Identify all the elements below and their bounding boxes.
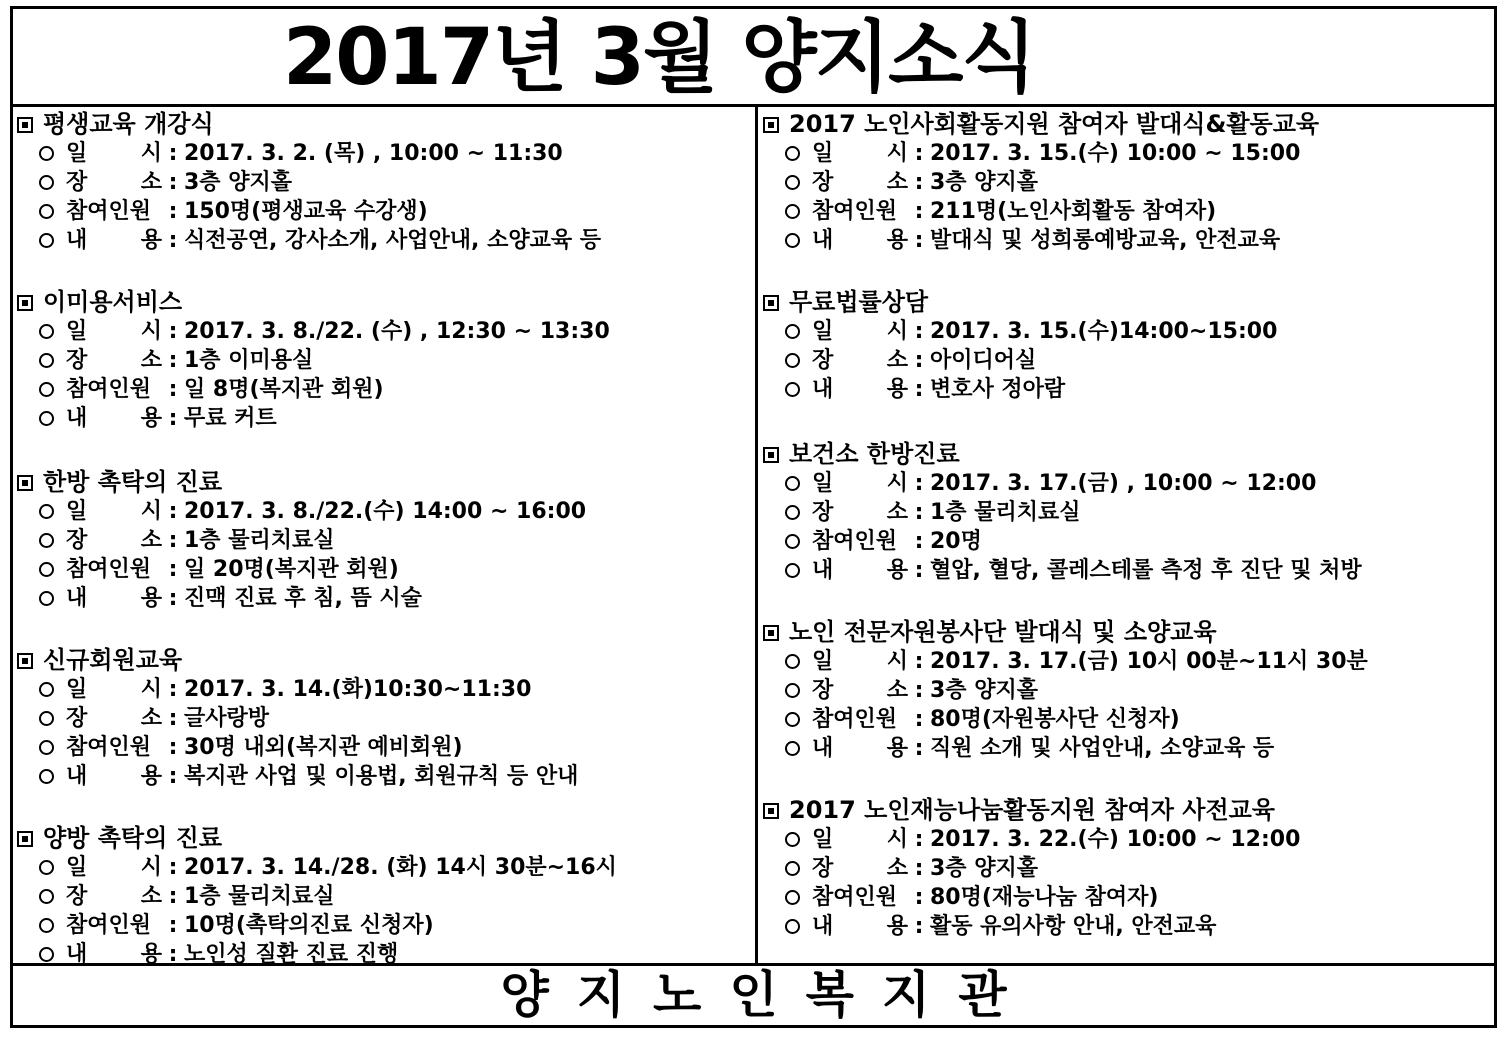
event-detail-row xyxy=(17,733,751,762)
detail-colon: : xyxy=(168,557,178,582)
detail-label: 참여인원 xyxy=(66,199,152,224)
circle-bullet-icon xyxy=(785,382,800,397)
detail-label: 장 소 xyxy=(812,170,908,195)
circle-bullet-icon xyxy=(39,382,54,397)
circle-bullet-icon xyxy=(785,146,800,161)
detail-value: 10명(촉탁의진료 신청자) xyxy=(184,913,434,938)
footer-bar xyxy=(13,963,1494,1025)
circle-bullet-icon xyxy=(39,533,54,548)
event-heading xyxy=(17,646,751,675)
event-detail-row xyxy=(17,375,751,404)
circle-bullet-icon xyxy=(785,534,800,549)
detail-colon: : xyxy=(914,199,924,224)
detail-colon: : xyxy=(168,348,178,373)
square-bullet-icon xyxy=(17,653,33,669)
detail-label: 내 용 xyxy=(812,228,908,253)
detail-colon: : xyxy=(168,141,178,166)
event-detail-row xyxy=(17,404,751,433)
event-detail-row xyxy=(17,584,751,613)
event-detail-row xyxy=(763,375,1493,404)
detail-label: 내 용 xyxy=(812,377,908,402)
square-bullet-icon xyxy=(17,117,33,133)
detail-label: 참여인원 xyxy=(66,913,152,938)
event-heading-text: 한방 촉탁의 진료 xyxy=(43,468,222,496)
detail-value: 2017. 3. 22.(수) 10:00 ~ 12:00 xyxy=(930,827,1301,852)
event-section xyxy=(763,440,1493,585)
event-detail-row xyxy=(17,317,751,346)
detail-value: 2017. 3. 14./28. (화) 14시 30분~16시 xyxy=(184,855,617,880)
circle-bullet-icon xyxy=(785,233,800,248)
detail-label: 참여인원 xyxy=(66,377,152,402)
detail-label: 일 시 xyxy=(812,827,908,852)
detail-colon: : xyxy=(914,228,924,253)
detail-label: 참여인원 xyxy=(812,885,898,910)
circle-bullet-icon xyxy=(785,324,800,339)
square-bullet-icon xyxy=(763,447,779,463)
detail-label: 장 소 xyxy=(66,170,162,195)
detail-value: 2017. 3. 8./22. (수) , 12:30 ~ 13:30 xyxy=(184,319,610,344)
circle-bullet-icon xyxy=(39,411,54,426)
detail-label: 참여인원 xyxy=(812,199,898,224)
detail-value: 1층 물리치료실 xyxy=(184,528,335,553)
circle-bullet-icon xyxy=(39,324,54,339)
detail-label: 내 용 xyxy=(66,406,162,431)
detail-value: 2017. 3. 8./22.(수) 14:00 ~ 16:00 xyxy=(184,499,587,524)
detail-label: 일 시 xyxy=(66,499,162,524)
circle-bullet-icon xyxy=(39,591,54,606)
event-heading-text: 신규회원교육 xyxy=(43,646,183,674)
detail-label: 참여인원 xyxy=(66,735,152,760)
circle-bullet-icon xyxy=(785,683,800,698)
circle-bullet-icon xyxy=(39,233,54,248)
event-section xyxy=(763,110,1493,255)
detail-value: 2017. 3. 15.(수)14:00~15:00 xyxy=(930,319,1278,344)
detail-label: 장 소 xyxy=(66,706,162,731)
event-detail-row xyxy=(763,168,1493,197)
detail-label: 일 시 xyxy=(66,319,162,344)
detail-colon: : xyxy=(168,528,178,553)
event-heading xyxy=(17,110,751,139)
circle-bullet-icon xyxy=(785,861,800,876)
detail-value: 직원 소개 및 사업안내, 소양교육 등 xyxy=(930,736,1275,761)
event-detail-row xyxy=(17,168,751,197)
detail-value: 211명(노인사회활동 참여자) xyxy=(930,199,1217,224)
event-heading-text: 양방 촉탁의 진료 xyxy=(43,824,222,852)
detail-colon: : xyxy=(914,558,924,583)
circle-bullet-icon xyxy=(39,562,54,577)
event-detail-row xyxy=(17,346,751,375)
detail-label: 일 시 xyxy=(812,649,908,674)
detail-value: 80명(자원봉사단 신청자) xyxy=(930,707,1180,732)
event-detail-row xyxy=(17,197,751,226)
event-detail-row xyxy=(763,346,1493,375)
circle-bullet-icon xyxy=(785,505,800,520)
detail-colon: : xyxy=(914,707,924,732)
detail-value: 3층 양지홀 xyxy=(184,170,292,195)
detail-label: 일 시 xyxy=(66,855,162,880)
detail-colon: : xyxy=(168,377,178,402)
circle-bullet-icon xyxy=(785,654,800,669)
square-bullet-icon xyxy=(17,475,33,491)
event-detail-row xyxy=(17,853,751,882)
circle-bullet-icon xyxy=(785,919,800,934)
detail-label: 내 용 xyxy=(812,558,908,583)
detail-value: 진맥 진료 후 침, 뜸 시술 xyxy=(184,586,422,611)
detail-label: 일 시 xyxy=(66,141,162,166)
square-bullet-icon xyxy=(763,625,779,641)
event-detail-row xyxy=(763,676,1493,705)
detail-label: 일 시 xyxy=(66,677,162,702)
detail-colon: : xyxy=(914,500,924,525)
detail-colon: : xyxy=(168,913,178,938)
detail-value: 1층 물리치료실 xyxy=(930,500,1081,525)
event-detail-row xyxy=(763,854,1493,883)
event-detail-row xyxy=(17,675,751,704)
event-detail-row xyxy=(763,705,1493,734)
circle-bullet-icon xyxy=(39,353,54,368)
detail-label: 내 용 xyxy=(812,914,908,939)
detail-label: 장 소 xyxy=(812,348,908,373)
detail-label: 장 소 xyxy=(812,500,908,525)
event-detail-row xyxy=(17,882,751,911)
event-detail-row xyxy=(763,317,1493,346)
detail-colon: : xyxy=(168,764,178,789)
detail-value: 2017. 3. 17.(금) 10시 00분~11시 30분 xyxy=(930,649,1368,674)
detail-label: 장 소 xyxy=(812,856,908,881)
event-detail-row xyxy=(763,139,1493,168)
circle-bullet-icon xyxy=(785,476,800,491)
circle-bullet-icon xyxy=(785,832,800,847)
detail-value: 혈압, 혈당, 콜레스테롤 측정 후 진단 및 처방 xyxy=(930,558,1362,583)
detail-value: 3층 양지홀 xyxy=(930,678,1038,703)
detail-value: 변호사 정아람 xyxy=(930,377,1066,402)
circle-bullet-icon xyxy=(39,175,54,190)
detail-label: 내 용 xyxy=(66,942,162,967)
event-detail-row xyxy=(763,226,1493,255)
event-detail-row xyxy=(17,762,751,791)
detail-value: 발대식 및 성희롱예방교육, 안전교육 xyxy=(930,228,1281,253)
detail-colon: : xyxy=(168,884,178,909)
detail-colon: : xyxy=(914,348,924,373)
detail-value: 3층 양지홀 xyxy=(930,170,1038,195)
circle-bullet-icon xyxy=(785,204,800,219)
event-heading xyxy=(17,824,751,853)
event-detail-row xyxy=(763,883,1493,912)
detail-colon: : xyxy=(914,678,924,703)
detail-colon: : xyxy=(168,319,178,344)
detail-colon: : xyxy=(914,736,924,761)
event-detail-row xyxy=(17,139,751,168)
detail-colon: : xyxy=(168,942,178,967)
event-heading-text: 2017 노인재능나눔활동지원 참여자 사전교육 xyxy=(789,796,1275,824)
detail-label: 일 시 xyxy=(812,319,908,344)
event-heading xyxy=(17,468,751,497)
detail-value: 아이디어실 xyxy=(930,348,1037,373)
detail-colon: : xyxy=(168,586,178,611)
event-heading-text: 이미용서비스 xyxy=(43,288,183,316)
detail-value: 글사랑방 xyxy=(184,706,270,731)
column-divider xyxy=(755,107,758,966)
circle-bullet-icon xyxy=(785,353,800,368)
detail-colon: : xyxy=(168,170,178,195)
event-detail-row xyxy=(17,497,751,526)
event-section xyxy=(17,646,751,791)
detail-value: 1층 물리치료실 xyxy=(184,884,335,909)
detail-value: 무료 커트 xyxy=(184,406,277,431)
detail-label: 장 소 xyxy=(812,678,908,703)
detail-colon: : xyxy=(914,649,924,674)
detail-value: 150명(평생교육 수강생) xyxy=(184,199,428,224)
circle-bullet-icon xyxy=(39,204,54,219)
circle-bullet-icon xyxy=(785,741,800,756)
footer-organization: 양지노인복지관 xyxy=(500,966,1035,1024)
detail-colon: : xyxy=(914,377,924,402)
detail-label: 내 용 xyxy=(66,764,162,789)
event-detail-row xyxy=(763,556,1493,585)
square-bullet-icon xyxy=(17,831,33,847)
event-section xyxy=(17,824,751,969)
circle-bullet-icon xyxy=(785,890,800,905)
event-heading xyxy=(763,618,1493,647)
event-detail-row xyxy=(763,912,1493,941)
event-heading xyxy=(763,110,1493,139)
detail-colon: : xyxy=(914,827,924,852)
detail-value: 2017. 3. 17.(금) , 10:00 ~ 12:00 xyxy=(930,471,1317,496)
detail-value: 2017. 3. 2. (목) , 10:00 ~ 11:30 xyxy=(184,141,563,166)
event-heading-text: 2017 노인사회활동지원 참여자 발대식&활동교육 xyxy=(789,110,1320,138)
event-detail-row xyxy=(763,647,1493,676)
circle-bullet-icon xyxy=(785,175,800,190)
detail-value: 일 20명(복지관 회원) xyxy=(184,557,399,582)
detail-value: 2017. 3. 15.(수) 10:00 ~ 15:00 xyxy=(930,141,1301,166)
event-heading xyxy=(17,288,751,317)
detail-label: 내 용 xyxy=(66,228,162,253)
detail-value: 80명(재능나눔 참여자) xyxy=(930,885,1159,910)
event-detail-row xyxy=(17,704,751,733)
detail-colon: : xyxy=(168,855,178,880)
circle-bullet-icon xyxy=(39,860,54,875)
detail-label: 일 시 xyxy=(812,471,908,496)
detail-colon: : xyxy=(914,471,924,496)
circle-bullet-icon xyxy=(39,711,54,726)
title-bar xyxy=(13,9,1494,107)
event-detail-row xyxy=(763,197,1493,226)
event-detail-row xyxy=(17,555,751,584)
detail-value: 20명 xyxy=(930,529,982,554)
event-heading xyxy=(763,288,1493,317)
detail-label: 참여인원 xyxy=(812,529,898,554)
event-section xyxy=(763,288,1493,404)
event-detail-row xyxy=(763,527,1493,556)
circle-bullet-icon xyxy=(785,563,800,578)
detail-value: 노인성 질환 진료 진행 xyxy=(184,942,399,967)
detail-colon: : xyxy=(914,141,924,166)
event-detail-row xyxy=(17,911,751,940)
event-section xyxy=(17,110,751,255)
detail-colon: : xyxy=(914,319,924,344)
detail-value: 일 8명(복지관 회원) xyxy=(184,377,384,402)
detail-colon: : xyxy=(168,406,178,431)
detail-value: 3층 양지홀 xyxy=(930,856,1038,881)
detail-value: 복지관 사업 및 이용법, 회원규칙 등 안내 xyxy=(184,764,579,789)
event-detail-row xyxy=(763,734,1493,763)
detail-colon: : xyxy=(914,856,924,881)
detail-value: 30명 내외(복지관 예비회원) xyxy=(184,735,463,760)
detail-value: 식전공연, 강사소개, 사업안내, 소양교육 등 xyxy=(184,228,601,253)
square-bullet-icon xyxy=(763,117,779,133)
square-bullet-icon xyxy=(763,803,779,819)
circle-bullet-icon xyxy=(39,918,54,933)
circle-bullet-icon xyxy=(785,712,800,727)
detail-label: 장 소 xyxy=(66,528,162,553)
detail-colon: : xyxy=(914,170,924,195)
circle-bullet-icon xyxy=(39,769,54,784)
newsletter-frame xyxy=(10,6,1497,1028)
detail-label: 장 소 xyxy=(66,348,162,373)
circle-bullet-icon xyxy=(39,146,54,161)
detail-colon: : xyxy=(168,706,178,731)
page-title: 2017년 3월 양지소식 xyxy=(283,13,1035,103)
event-heading-text: 노인 전문자원봉사단 발대식 및 소양교육 xyxy=(789,618,1217,646)
circle-bullet-icon xyxy=(39,682,54,697)
detail-label: 참여인원 xyxy=(812,707,898,732)
detail-colon: : xyxy=(168,499,178,524)
detail-label: 장 소 xyxy=(66,884,162,909)
event-detail-row xyxy=(763,498,1493,527)
detail-label: 일 시 xyxy=(812,141,908,166)
event-heading-text: 무료법률상담 xyxy=(789,288,929,316)
detail-colon: : xyxy=(914,914,924,939)
circle-bullet-icon xyxy=(39,889,54,904)
event-heading xyxy=(763,796,1493,825)
event-detail-row xyxy=(763,825,1493,854)
event-section xyxy=(763,796,1493,941)
circle-bullet-icon xyxy=(39,947,54,962)
event-section xyxy=(17,288,751,433)
circle-bullet-icon xyxy=(39,740,54,755)
event-section xyxy=(17,468,751,613)
detail-value: 2017. 3. 14.(화)10:30~11:30 xyxy=(184,677,532,702)
detail-label: 내 용 xyxy=(812,736,908,761)
event-detail-row xyxy=(763,469,1493,498)
detail-label: 내 용 xyxy=(66,586,162,611)
event-heading-text: 평생교육 개강식 xyxy=(43,110,214,138)
event-detail-row xyxy=(17,226,751,255)
detail-label: 참여인원 xyxy=(66,557,152,582)
detail-value: 1층 이미용실 xyxy=(184,348,314,373)
event-heading xyxy=(763,440,1493,469)
square-bullet-icon xyxy=(17,295,33,311)
detail-colon: : xyxy=(168,735,178,760)
detail-colon: : xyxy=(914,885,924,910)
event-detail-row xyxy=(17,526,751,555)
detail-colon: : xyxy=(168,228,178,253)
event-section xyxy=(763,618,1493,763)
detail-value: 활동 유의사항 안내, 안전교육 xyxy=(930,914,1217,939)
detail-colon: : xyxy=(914,529,924,554)
event-heading-text: 보건소 한방진료 xyxy=(789,440,960,468)
detail-colon: : xyxy=(168,199,178,224)
detail-colon: : xyxy=(168,677,178,702)
circle-bullet-icon xyxy=(39,504,54,519)
square-bullet-icon xyxy=(763,295,779,311)
